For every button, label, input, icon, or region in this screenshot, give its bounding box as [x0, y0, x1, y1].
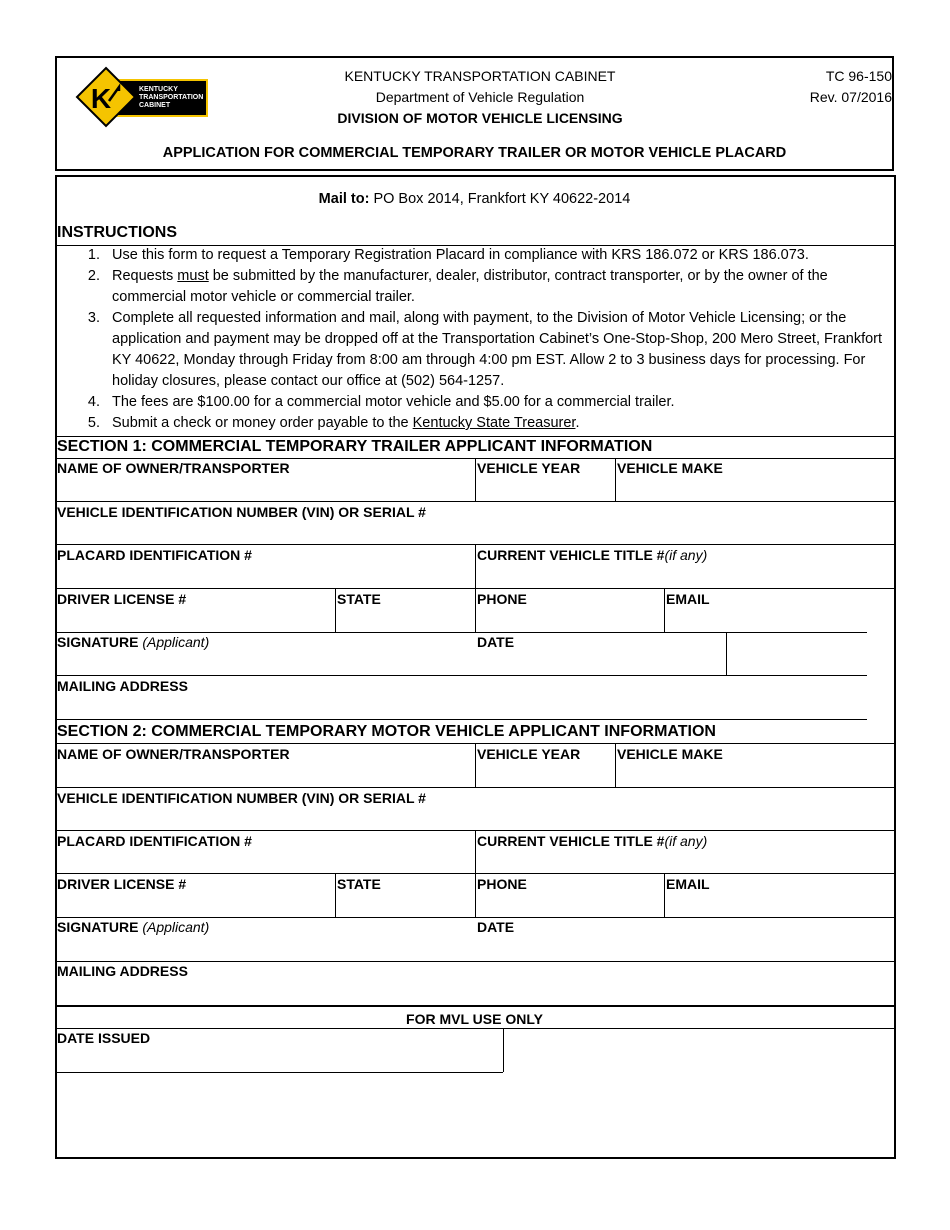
- kytc-logo: [75, 66, 210, 128]
- form-revision: Rev. 07/2016: [809, 89, 892, 105]
- instruction-number: 5.: [87, 415, 100, 431]
- s2-address-field[interactable]: MAILING ADDRESS: [57, 963, 188, 979]
- s1-vin-field[interactable]: VEHICLE IDENTIFICATION NUMBER (VIN) OR SERIAL #: [57, 504, 426, 520]
- logo-letter: K: [90, 83, 112, 114]
- form-number: TC 96-150: [825, 68, 892, 84]
- s1-make-field[interactable]: VEHICLE MAKE: [617, 460, 723, 476]
- s2-year-field[interactable]: VEHICLE YEAR: [477, 746, 581, 762]
- s1-email-field[interactable]: EMAIL: [666, 591, 710, 607]
- mail-to: [55, 189, 894, 210]
- instruction-text: Use this form to request a Temporary Registration Placard in compliance with KRS 186.072 or KRS 186.073.: [112, 247, 809, 263]
- s1-date-field[interactable]: DATE: [477, 634, 515, 650]
- s2-state-field[interactable]: STATE: [337, 876, 381, 892]
- instruction-number: 2.: [87, 268, 100, 284]
- s1-title-field[interactable]: CURRENT VEHICLE TITLE #(if any): [477, 547, 708, 563]
- instruction-number: 1.: [87, 247, 100, 263]
- instruction-text: The fees are $100.00 for a commercial motor vehicle and $5.00 for a commercial trailer.: [112, 394, 675, 410]
- s2-placard-field[interactable]: PLACARD IDENTIFICATION #: [57, 833, 252, 849]
- s2-title-field[interactable]: CURRENT VEHICLE TITLE #(if any): [477, 833, 708, 849]
- instruction-text: Requests must be submitted by the manufacturer, dealer, distributor, contract transporter, or by the owner of the commercial motor vehicle or commercial trailer.: [112, 268, 828, 305]
- agency-name: KENTUCKY TRANSPORTATION CABINET: [344, 68, 616, 84]
- mvl-date-issued-field[interactable]: DATE ISSUED: [57, 1030, 151, 1046]
- s1-phone-field[interactable]: PHONE: [477, 591, 527, 607]
- form-id: [810, 66, 892, 108]
- mvl-heading: FOR MVL USE ONLY: [406, 1011, 543, 1027]
- instruction-text: Complete all requested information and mail, along with payment, to the Division of Motor Vehicle Licensing; or the application and payment may be dropped off at the Transportation Cabinet’s One-Stop-Shop, 200 Mero Street, Frankfort KY 40622, Monday through Friday from 8:00 am through 4:00 pm EST. Allow 2 to 3 business days for processing. For holiday closures, please contact our office at (502) 564-1257.: [112, 310, 883, 389]
- s2-make-field[interactable]: VEHICLE MAKE: [617, 746, 723, 762]
- s2-date-field[interactable]: DATE: [477, 919, 515, 935]
- s1-license-field[interactable]: DRIVER LICENSE #: [57, 591, 187, 607]
- instruction-number: 4.: [87, 394, 100, 410]
- s2-license-field[interactable]: DRIVER LICENSE #: [57, 876, 187, 892]
- department-name: Department of Vehicle Regulation: [375, 89, 585, 105]
- instructions-heading: INSTRUCTIONS: [57, 224, 177, 241]
- s2-owner-field[interactable]: NAME OF OWNER/TRANSPORTER: [57, 746, 290, 762]
- logo-text-2: TRANSPORTATION: [139, 94, 204, 101]
- logo-text-3: CABINET: [139, 102, 171, 109]
- mail-to-address: PO Box 2014, Frankfort KY 40622-2014: [373, 191, 631, 207]
- division-name: DIVISION OF MOTOR VEHICLE LICENSING: [337, 110, 623, 126]
- s2-email-field[interactable]: EMAIL: [666, 876, 710, 892]
- section1-heading: SECTION 1: COMMERCIAL TEMPORARY TRAILER APPLICANT INFORMATION: [57, 438, 653, 455]
- s2-phone-field[interactable]: PHONE: [477, 876, 527, 892]
- logo-icon: [75, 66, 210, 128]
- s1-signature-field[interactable]: SIGNATURE (Applicant): [57, 634, 210, 650]
- instruction-number: 3.: [87, 310, 100, 326]
- s1-placard-field[interactable]: PLACARD IDENTIFICATION #: [57, 547, 252, 563]
- form-title: APPLICATION FOR COMMERCIAL TEMPORARY TRAILER OR MOTOR VEHICLE PLACARD: [162, 145, 787, 161]
- s1-address-field[interactable]: MAILING ADDRESS: [57, 678, 188, 694]
- s1-state-field[interactable]: STATE: [337, 591, 381, 607]
- s1-year-field[interactable]: VEHICLE YEAR: [477, 460, 581, 476]
- instruction-text: Submit a check or money order payable to the Kentucky State Treasurer.: [112, 415, 580, 431]
- s2-signature-field[interactable]: SIGNATURE (Applicant): [57, 919, 210, 935]
- agency-heading: [280, 66, 680, 129]
- mail-to-label: Mail to:: [318, 191, 370, 207]
- section2-heading: SECTION 2: COMMERCIAL TEMPORARY MOTOR VEHICLE APPLICANT INFORMATION: [57, 723, 716, 740]
- s1-owner-field[interactable]: NAME OF OWNER/TRANSPORTER: [57, 460, 290, 476]
- s2-vin-field[interactable]: VEHICLE IDENTIFICATION NUMBER (VIN) OR SERIAL #: [57, 790, 426, 806]
- logo-text-1: KENTUCKY: [139, 86, 178, 93]
